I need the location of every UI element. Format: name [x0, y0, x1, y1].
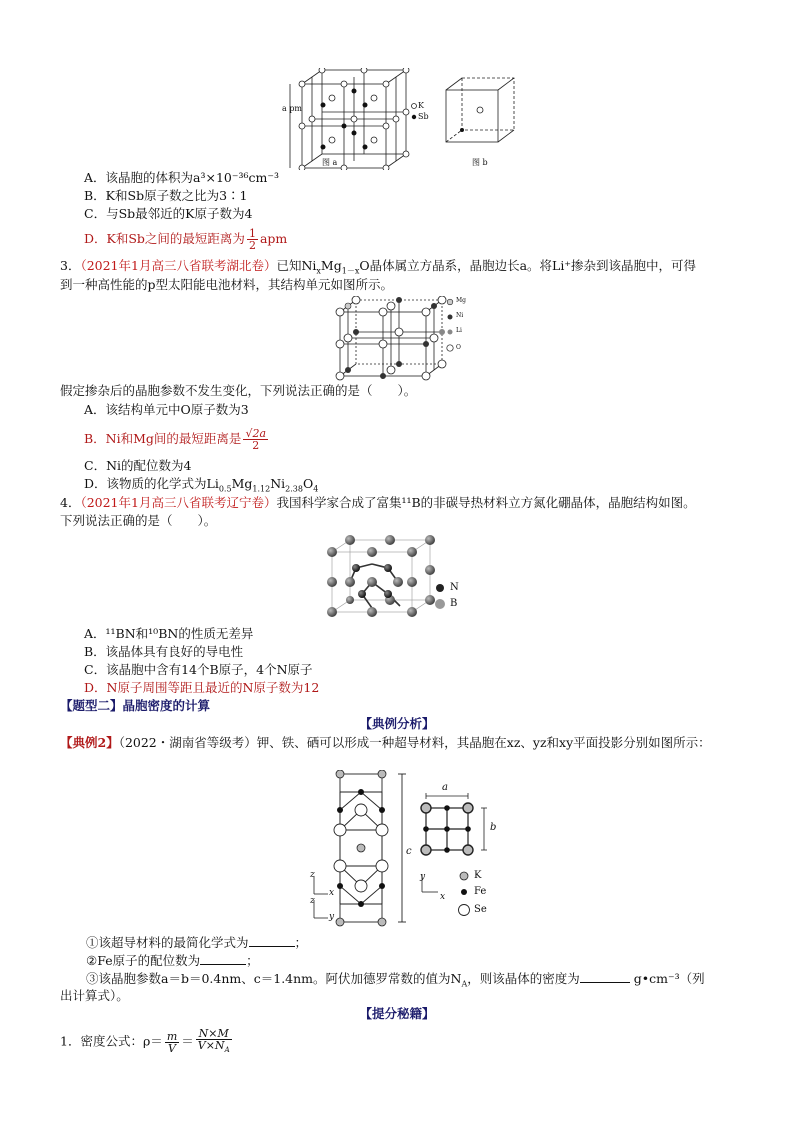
ex2-question-1: ①该超导材料的最简化学式为 ；: [86, 935, 308, 950]
q2-option-a: A．该晶胞的体积为a³×10⁻³⁶cm⁻³: [84, 170, 279, 185]
figure-a-caption: 图 a: [322, 158, 338, 167]
q4-stem-line2: 下列说法正确的是（ ）。: [60, 513, 217, 528]
tip-1-density-formula: 1．密度公式：ρ＝ $\frac{m}{V}$ ＝ $\frac{N\times M}{V\times N_A}$: [60, 1027, 230, 1055]
q4-legend-b: B: [450, 598, 458, 609]
topic2-title: 【题型二】晶胞密度的计算: [60, 698, 211, 713]
q3-stem-line2: 到一种高性能的p型太阳能电池材料，其结构单元如图所示。: [60, 277, 394, 292]
q3-option-b: B．Ni和Mg间的最短距离是 $\frac{√2a}{2}$: [84, 427, 267, 452]
q2-option-d: D．K和Sb之间的最短距离为 $\frac{1}{2}$ apm: [84, 227, 288, 252]
q3-option-c: C．Ni的配位数为4: [84, 458, 192, 473]
q3-option-d: D．该物质的化学式为$Li_{0.5}Mg_{1.12}Ni_{2.38}O_4$: [84, 476, 319, 494]
ex2-axis-x2: x: [440, 892, 446, 902]
q4-legend-n: N: [450, 582, 459, 593]
tips-header: 【提分秘籍】: [359, 1006, 435, 1021]
figure-a-dim-label: a pm: [282, 104, 303, 113]
q4-option-a: A．¹¹BN和¹⁰BN的性质无差异: [84, 626, 254, 641]
ex2-legend-se: Se: [474, 904, 487, 915]
q3-stem-line1: 3．（2021年1月高三八省联考湖北卷）已知$Ni_xMg_{1-x}O$晶体属立方晶系，晶胞边长a。将Li⁺掺杂到该晶胞中，可得: [60, 258, 696, 276]
ex2-axis-z2: z: [310, 896, 315, 906]
figure-b-crystal: [440, 74, 520, 148]
q3-legend-ni: Ni: [456, 312, 464, 319]
q3-option-a: A．该结构单元中O原子数为3: [84, 402, 249, 417]
q4-option-b: B．该晶体具有良好的导电性: [84, 644, 244, 659]
figure-a-legend-k: K: [418, 101, 424, 110]
q2-option-c: C．与Sb最邻近的K原子数为4: [84, 206, 253, 221]
ex2-xy-projection-figure: [414, 792, 498, 920]
q4-legend-dots: [434, 582, 448, 612]
ex2-label-a: a: [442, 782, 448, 793]
ex2-label-b: b: [490, 822, 497, 833]
q4-bn-crystal-figure: [326, 534, 436, 618]
ex2-axis-x1: x: [329, 888, 335, 898]
q3-legend-mg: Mg: [456, 297, 466, 304]
q3-legend-li: Li: [456, 327, 462, 334]
ex2-question-3: ③该晶胞参数a＝b＝0.4nm、c＝1.4nm。阿伏加德罗常数的值为$N_A$，则该晶体的密度为 g•cm⁻³（列: [86, 971, 705, 989]
q3-stem-line3: 假定掺杂后的晶胞参数不发生变化，下列说法正确的是（ ）。: [60, 383, 417, 398]
q4-option-d: D．N原子周围等距且最近的N原子数为12: [84, 680, 320, 695]
q3-legend-o: O: [456, 344, 461, 351]
example-header: 【典例分析】: [359, 716, 435, 731]
ex2-axis-z1: z: [310, 870, 315, 880]
ex2-question-3-cont: 出计算式）。: [60, 988, 129, 1003]
ex2-answer-blank-2[interactable]: [200, 952, 246, 965]
ex2-legend-k: K: [474, 870, 482, 881]
figure-b-caption: 图 b: [472, 158, 488, 167]
ex2-label-c: c: [406, 846, 412, 857]
ex2-question-2: ②Fe原子的配位数为 ；: [86, 953, 259, 968]
ex2-legend-fe: Fe: [474, 886, 487, 897]
ex2-answer-blank-1[interactable]: [249, 934, 295, 947]
q3-crystal-figure: [334, 296, 454, 382]
ex2-stem-line1: 【典例2】（2022・湖南省等级考）钾、铁、硒可以形成一种超导材料，其晶胞在xz、yz和xy平面投影分别如图所示：: [60, 735, 711, 750]
q4-option-c: C．该晶胞中含有14个B原子，4个N原子: [84, 662, 313, 677]
q2-option-b: B．K和Sb原子数之比为3∶1: [84, 188, 248, 203]
ex2-axis-y1: y: [329, 912, 335, 922]
ex2-axis-y2: y: [420, 872, 426, 882]
figure-a-legend-sb: Sb: [418, 112, 429, 121]
q4-stem-line1: 4．（2021年1月高三八省联考辽宁卷）我国科学家合成了富集¹¹B的非碳导热材料立方氮化硼晶体，晶胞结构如图。: [60, 495, 696, 510]
ex2-answer-blank-3[interactable]: [580, 970, 630, 983]
q3-legend-dots: [446, 298, 456, 356]
